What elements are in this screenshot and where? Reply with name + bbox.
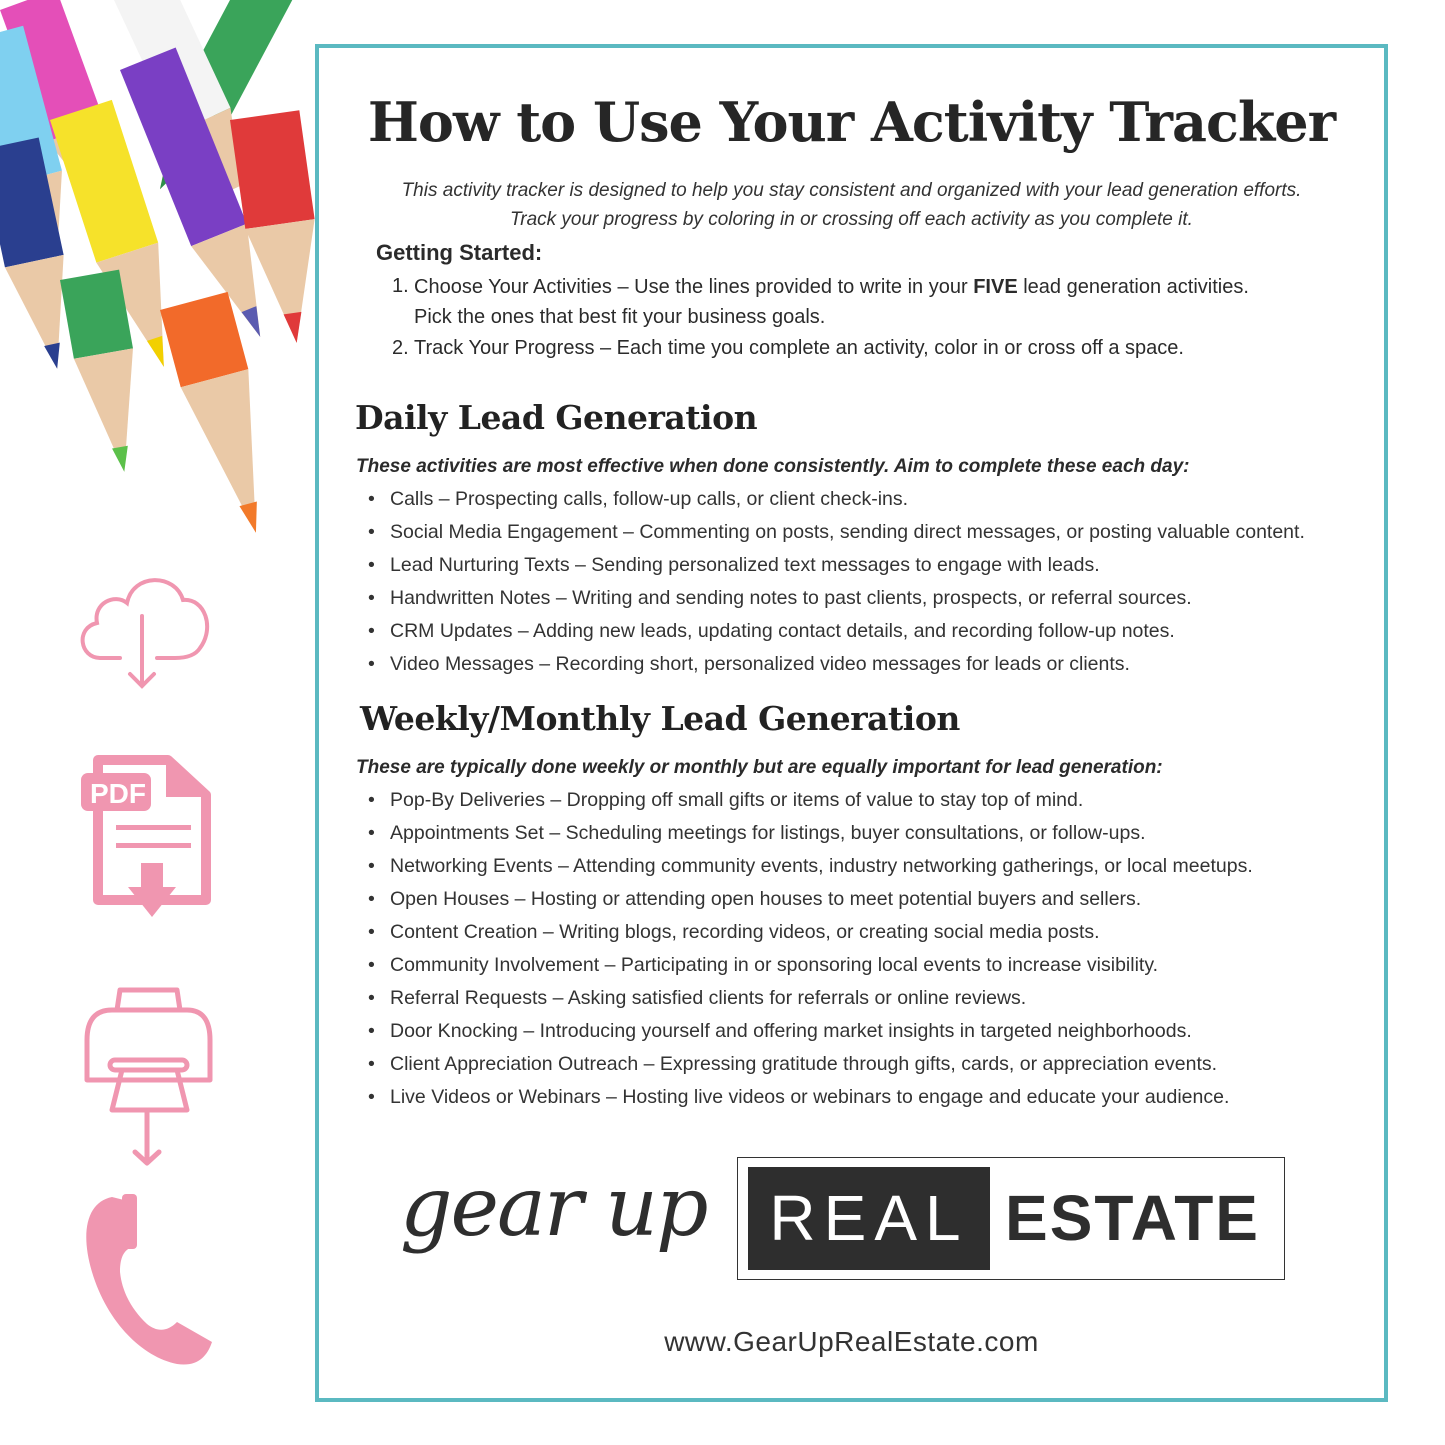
list-item: • CRM Updates – Adding new leads, updating contact details, and recording follow-up notes. (368, 620, 1175, 643)
pencil (160, 292, 290, 542)
colored-pencils-image (0, 0, 320, 570)
list-item: • Networking Events – Attending community events, industry networking gatherings, or local meetups. (368, 855, 1253, 878)
list-item: • Social Media Engagement – Commenting on posts, sending direct messages, or posting valuable content. (368, 521, 1305, 544)
step-number: 2. (392, 337, 409, 359)
list-item: • Referral Requests – Asking satisfied clients for referrals or online reviews. (368, 987, 1026, 1010)
list-item: • Open Houses – Hosting or attending open houses to meet potential buyers and sellers. (368, 888, 1141, 911)
pdf-label: PDF (90, 778, 146, 809)
cloud-download-icon[interactable] (75, 568, 215, 693)
list-item: • Pop-By Deliveries – Dropping off small gifts or items of value to stay top of mind. (368, 789, 1083, 812)
list-item: • Content Creation – Writing blogs, recording videos, or creating social media posts. (368, 921, 1100, 944)
logo-script-text: gear up (400, 1160, 707, 1255)
step-text-post: lead generation activities. (1017, 276, 1249, 298)
getting-started-heading: Getting Started: (376, 240, 543, 265)
step-text-line2: Pick the ones that best fit your business goals. (414, 306, 826, 328)
list-item: • Client Appreciation Outreach – Expressing gratitude through gifts, cards, or appreciation events. (368, 1053, 1217, 1076)
step-text: Track Your Progress – Each time you complete an activity, color in or cross off a space. (414, 337, 1184, 359)
step-number: 1. (392, 275, 409, 297)
weekly-heading: Weekly/Monthly Lead Generation (360, 699, 960, 738)
logo-real: REAL (748, 1167, 990, 1270)
list-item: • Video Messages – Recording short, personalized video messages for leads or clients. (368, 653, 1130, 676)
subtitle-line: Track your progress by coloring in or crossing off each activity as you complete it. (510, 209, 1193, 230)
step-text-bold: FIVE (973, 276, 1018, 298)
printer-icon[interactable] (82, 985, 217, 1170)
weekly-intro: These are typically done weekly or monthly but are equally important for lead generation: (356, 757, 1163, 778)
logo-estate: ESTATE (1005, 1182, 1260, 1254)
list-item: • Community Involvement – Participating in or sponsoring local events to increase visibility. (368, 954, 1158, 977)
list-item: • Lead Nurturing Texts – Sending personalized text messages to engage with leads. (368, 554, 1100, 577)
daily-heading: Daily Lead Generation (355, 398, 758, 437)
step-text-pre: Choose Your Activities – Use the lines provided to write in your (414, 276, 974, 298)
website-link[interactable]: www.GearUpRealEstate.com (664, 1326, 1039, 1357)
daily-intro: These activities are most effective when done consistently. Aim to complete these each day: (356, 456, 1190, 477)
step-text (414, 276, 1249, 299)
list-item: • Handwritten Notes – Writing and sending notes to past clients, prospects, or referral sources. (368, 587, 1192, 610)
subtitle-line: This activity tracker is designed to help you stay consistent and organized with your lead generation efforts. (401, 180, 1302, 201)
list-item: • Live Videos or Webinars – Hosting live videos or webinars to engage and educate your audience. (368, 1086, 1229, 1109)
page-title: How to Use Your Activity Tracker (367, 90, 1336, 154)
list-item: • Door Knocking – Introducing yourself and offering market insights in targeted neighborhoods. (368, 1020, 1192, 1043)
phone-icon[interactable] (82, 1192, 217, 1367)
list-item: • Appointments Set – Scheduling meetings for listings, buyer consultations, or follow-ups. (368, 822, 1145, 845)
list-item: • Calls – Prospecting calls, follow-up calls, or client check-ins. (368, 488, 908, 511)
pdf-download-icon[interactable] (78, 755, 213, 925)
